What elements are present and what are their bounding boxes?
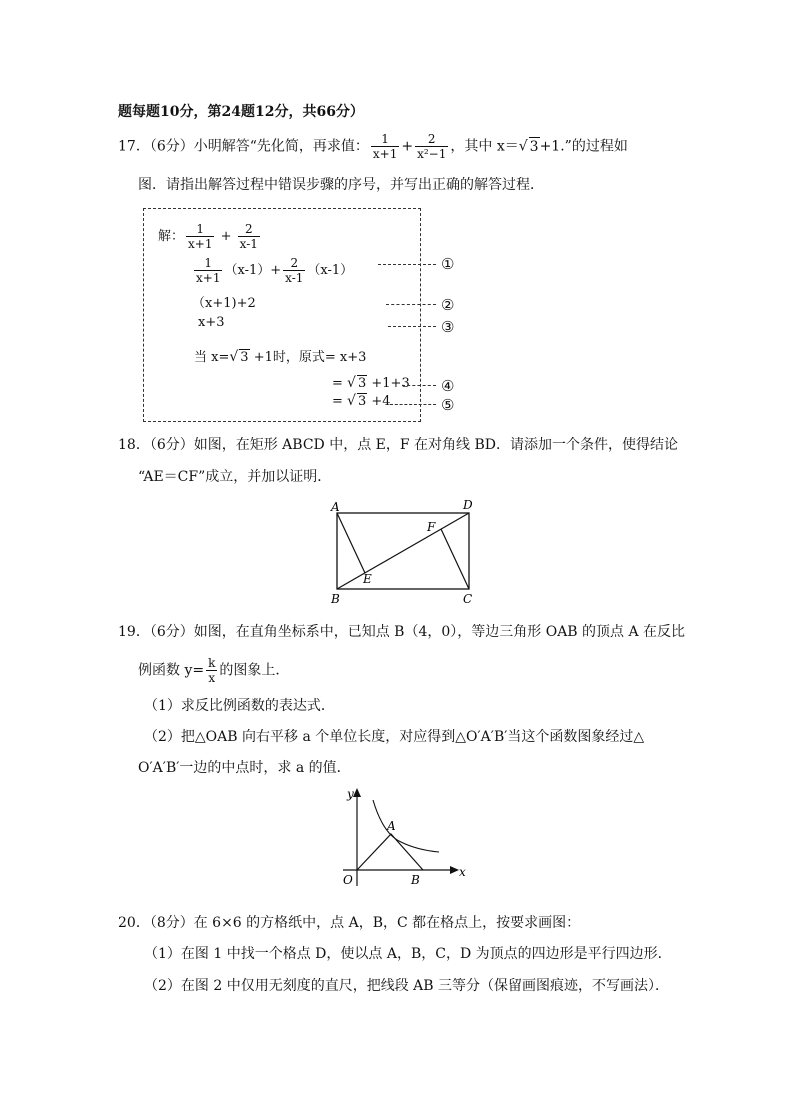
when-prefix: 当 x= (194, 350, 230, 365)
q17-frac2-num: 2 (415, 132, 448, 147)
solution-label: 解： (158, 229, 185, 244)
when-sqrt: 3 (240, 350, 249, 365)
q19-frac-den: x (208, 671, 216, 685)
s4-sqrt: 3 (357, 376, 367, 391)
label-b: B (411, 873, 420, 887)
q19-line2-suffix: 的图象上． (219, 662, 290, 679)
s1-mul2: （x-1） (307, 263, 354, 278)
coordinate-figure (335, 786, 475, 891)
q17-suffix: +1.”的过程如 (539, 138, 628, 155)
q17-frac1-den: x+1 (372, 147, 398, 161)
solution-when: 当 x=√ 3 +1时，原式= x+3 (194, 349, 367, 365)
q20-line1: 20．（8分）在 6×6 的方格纸中，点 A，B，C 都在格点上，按要求画图： (118, 915, 581, 931)
marker-2: ② (441, 296, 455, 314)
q20-sub1: （1）在图 1 中找一个格点 D，使以点 A，B，C，D 为顶点的四边形是平行四边形． (144, 946, 672, 962)
leader-2 (386, 304, 436, 305)
s0-f1-num: 1 (186, 222, 214, 237)
q17-line2: 图．请指出解答过程中错误步骤的序号，并写出正确的解答过程． (138, 177, 544, 193)
label-x: x (459, 865, 466, 879)
q19-sub1: （1）求反比例函数的表达式． (144, 698, 335, 714)
leader-3 (388, 326, 436, 327)
q19-sub2-line2: O′A′B′一边的中点时，求 a 的值． (138, 760, 351, 776)
s0-plus: + (220, 229, 232, 244)
solution-step1 (192, 256, 353, 285)
label-b: B (331, 592, 340, 606)
q17-sqrt: 3 (529, 138, 539, 155)
q19-line1: 19．（6分）如图，在直角坐标系中，已知点 B（4，0），等边三角形 OAB 的顶点 A 在反比 (118, 624, 686, 640)
section-header: 题每题10分，第24题12分，共66分） (118, 104, 364, 120)
marker-1: ① (441, 255, 455, 273)
y-axis-arrow (353, 788, 361, 797)
q17-frac2 (415, 132, 448, 161)
label-a: A (331, 500, 340, 514)
q18-line1: 18．（6分）如图，在矩形 ABCD 中，点 E，F 在对角线 BD．请添加一个条件，使得结论 (118, 437, 679, 453)
marker-4: ④ (441, 377, 455, 395)
solution-step5: = √ 3 +4 (332, 393, 391, 409)
x-axis-arrow (450, 866, 459, 874)
s4-suffix: +1+3 (367, 376, 410, 391)
q19-line2-prefix: 例函数 y= (138, 662, 205, 679)
q17-plus: + (401, 138, 414, 155)
s1-f1-den: x+1 (196, 271, 221, 285)
label-f: F (427, 520, 436, 534)
s4-prefix: = (332, 376, 343, 391)
hyperbola-curve (373, 800, 439, 852)
q18-line2: “AE＝CF”成立，并加以证明． (138, 469, 332, 485)
s1-f2-num: 2 (283, 256, 305, 271)
solution-step4: = √ 3 +1+3 (332, 375, 410, 391)
label-c: C (463, 592, 473, 606)
q17-prefix: 17．（6分）小明解答“先化简，再求值： (118, 138, 369, 155)
label-o: O (343, 873, 353, 887)
segment-cf (441, 529, 469, 589)
s1-f2-den: x-1 (285, 271, 304, 285)
s0-f2-num: 2 (238, 222, 260, 237)
s1-mul1: （x-1）+ (224, 263, 282, 278)
triangle-oab (357, 834, 423, 870)
q17-frac1-num: 1 (371, 132, 399, 147)
leader-1 (378, 264, 436, 265)
s5-suffix: +4 (367, 394, 391, 409)
rectangle-figure (325, 495, 485, 610)
marker-5: ⑤ (441, 396, 455, 414)
q17-frac2-den: x²−1 (417, 147, 447, 161)
s5-sqrt: 3 (357, 394, 367, 409)
q17-mid: ，其中 x＝ (450, 138, 519, 155)
solution-step0 (158, 222, 262, 251)
q19-line2 (138, 656, 289, 685)
leader-5 (390, 404, 436, 405)
s5-prefix: = (332, 394, 343, 409)
s0-f1-den: x+1 (188, 237, 213, 251)
marker-3: ③ (441, 318, 455, 336)
label-e: E (363, 572, 372, 586)
q20-sub2: （2）在图 2 中仅用无刻度的直尺，把线段 AB 三等分（保留画图痕迹，不写画法）． (144, 978, 670, 994)
solution-step3: x+3 (198, 315, 225, 330)
s0-f2-den: x-1 (239, 237, 258, 251)
diagonal-bd (337, 513, 469, 589)
q17-line1: 17．（6分）小明解答“先化简，再求值： $\frac{1}{x+1}$ + $\frac{2}{\text{x²−1}}$ ，其中 x＝√ 3+1.”的过程如 (118, 132, 628, 161)
q17-frac1 (371, 132, 399, 161)
label-y: y (347, 787, 354, 801)
q19-frac-num: k (208, 656, 216, 670)
label-a: A (387, 819, 396, 833)
solution-step2: （x+1)+2 (192, 296, 256, 311)
s1-f1-num: 1 (194, 256, 222, 271)
segment-ae (337, 513, 365, 573)
q19-sub2-line1: （2）把△OAB 向右平移 a 个单位长度，对应得到△O′A′B′当这个函数图象经过△ (144, 729, 645, 745)
label-d: D (463, 498, 473, 512)
leader-4 (402, 385, 436, 386)
when-suffix: +1时，原式= x+3 (249, 350, 367, 365)
